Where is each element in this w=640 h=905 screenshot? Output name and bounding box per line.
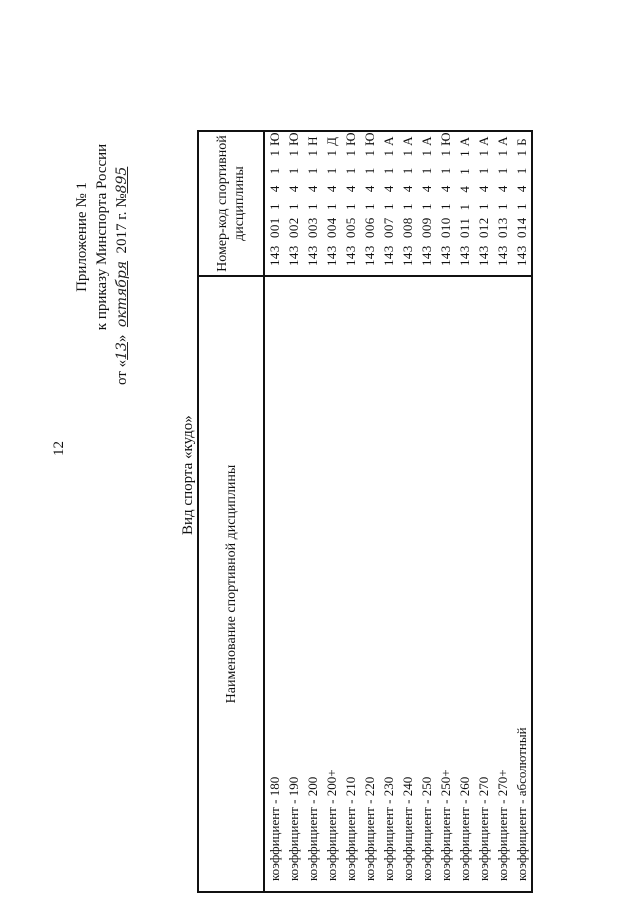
sport-title: Вид спорта «кудо» xyxy=(180,415,196,535)
discipline-name: коэффициент - 230 xyxy=(379,276,398,892)
appendix-header xyxy=(72,87,132,387)
header-discipline-code xyxy=(198,131,264,276)
table-row xyxy=(493,131,512,892)
header-discipline-name: Наименование спортивной дисциплины xyxy=(198,276,264,892)
discipline-name: коэффициент - абсолютный xyxy=(512,276,532,892)
discipline-code: 143 012 1 4 1 1 А xyxy=(474,131,493,276)
discipline-code: 143 008 1 4 1 1 А xyxy=(398,131,417,276)
discipline-code: 143 013 1 4 1 1 А xyxy=(493,131,512,276)
discipline-name: коэффициент - 240 xyxy=(398,276,417,892)
date-day: 13 xyxy=(114,342,130,360)
discipline-code: 143 006 1 4 1 1 Ю xyxy=(360,131,379,276)
discipline-name: коэффициент - 270 xyxy=(474,276,493,892)
header-code-line2: дисциплины xyxy=(232,166,247,241)
disciplines-table xyxy=(197,130,533,893)
discipline-code: 143 009 1 4 1 1 А xyxy=(417,131,436,276)
table-row xyxy=(455,131,474,892)
discipline-code: 143 001 1 4 1 1 Ю xyxy=(264,131,284,276)
discipline-name: коэффициент - 210 xyxy=(341,276,360,892)
discipline-code: 143 011 1 4 1 1 А xyxy=(455,131,474,276)
date-month: октября xyxy=(114,260,130,328)
date-year: 2017 г. № xyxy=(114,193,130,254)
table-row xyxy=(474,131,493,892)
discipline-name: коэффициент - 200 xyxy=(303,276,322,892)
table-row xyxy=(322,131,341,892)
table-row xyxy=(436,131,455,892)
discipline-code: 143 007 1 4 1 1 А xyxy=(379,131,398,276)
header-code-line1: Номер-код спортивной xyxy=(215,135,230,272)
appendix-title: Приложение № 1 xyxy=(74,182,90,292)
discipline-code: 143 004 1 4 1 1 Д xyxy=(322,131,341,276)
table-row xyxy=(360,131,379,892)
discipline-name: коэффициент - 190 xyxy=(284,276,303,892)
appendix-order-reference: к приказу Минспорта России xyxy=(94,143,110,331)
table-row xyxy=(417,131,436,892)
discipline-code: 143 003 1 4 1 1 Н xyxy=(303,131,322,276)
table-row xyxy=(512,131,532,892)
discipline-name: коэффициент - 250 xyxy=(417,276,436,892)
table-row xyxy=(341,131,360,892)
discipline-code: 143 005 1 4 1 1 Ю xyxy=(341,131,360,276)
appendix-date-line xyxy=(112,87,132,387)
discipline-name: коэффициент - 200+ xyxy=(322,276,341,892)
discipline-code: 143 002 1 4 1 1 Ю xyxy=(284,131,303,276)
table-row xyxy=(379,131,398,892)
discipline-name: коэффициент - 180 xyxy=(264,276,284,892)
discipline-code: 143 010 1 4 1 1 Ю xyxy=(436,131,455,276)
date-prefix: от « xyxy=(114,359,130,385)
table-row xyxy=(284,131,303,892)
table-row xyxy=(303,131,322,892)
order-number: 895 xyxy=(114,166,130,194)
discipline-name: коэффициент - 260 xyxy=(455,276,474,892)
table-row xyxy=(398,131,417,892)
discipline-name: коэффициент - 250+ xyxy=(436,276,455,892)
page-number: 12 xyxy=(51,441,67,456)
table-header-row xyxy=(198,131,264,892)
date-mid: » xyxy=(114,334,130,343)
table-row xyxy=(264,131,284,892)
discipline-code: 143 014 1 4 1 1 Б xyxy=(512,131,532,276)
discipline-name: коэффициент - 270+ xyxy=(493,276,512,892)
discipline-name: коэффициент - 220 xyxy=(360,276,379,892)
